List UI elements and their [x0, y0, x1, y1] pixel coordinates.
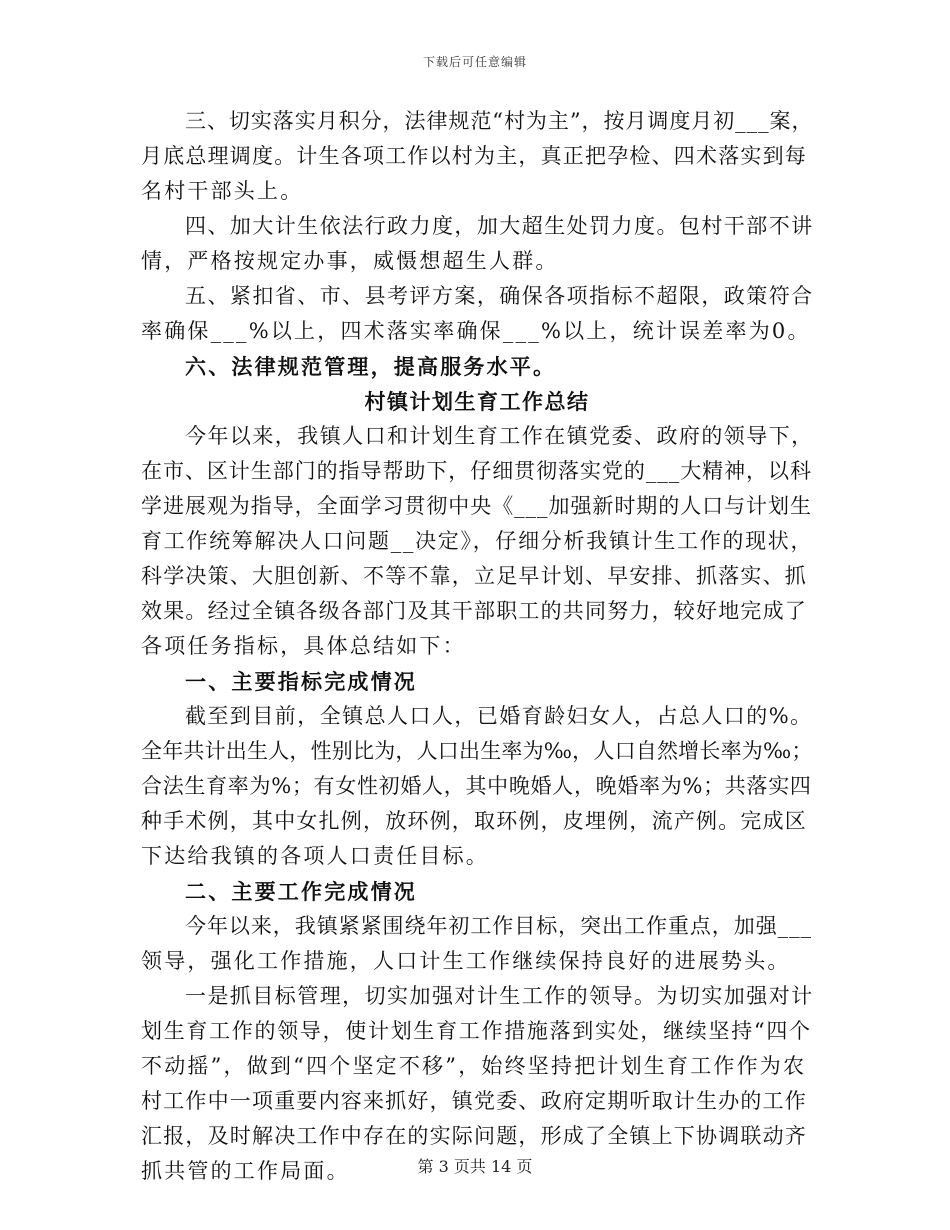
text-line: 效果。经过全镇各级各部门及其干部职工的共同努力，较好地完成了	[141, 599, 807, 623]
document-body	[141, 104, 813, 1189]
text-line: 全年共计出生人，性别比为，人口出生率为‰，人口自然增长率为‰；	[141, 739, 813, 763]
text-line: 各项任务指标，具体总结如下：	[141, 634, 466, 658]
text-line: 情，严格按规定办事，威慑想超生人群。	[141, 249, 559, 273]
text-line: 种手术例，其中女扎例，放环例，取环例，皮埋例，流产例。完成区	[141, 809, 807, 833]
text-line: 村工作中一项重要内容来抓好，镇党委、政府定期听取计生办的工作	[141, 1089, 807, 1113]
document-title: 村镇计划生育工作总结	[364, 389, 590, 414]
text-line: 学进展观为指导，全面学习贯彻中央《___加强新时期的人口与计划生	[141, 494, 812, 518]
text-line: 率确保___%以上，四术落实率确保___%以上，统计误差率为0。	[141, 319, 811, 343]
text-line: 合法生育率为%；有女性初婚人，其中晚婚人，晚婚率为%；共落实四	[141, 774, 812, 798]
text-line: 名村干部头上。	[141, 179, 304, 203]
text-line: 四、加大计生依法行政力度，加大超生处罚力度。包村干部不讲	[185, 214, 814, 238]
text-line: 在市、区计生部门的指导帮助下，仔细贯彻落实党的___大精神，以科	[141, 459, 812, 483]
page-footer: 第 3 页共 14 页	[417, 1157, 533, 1176]
text-line: 月底总理调度。计生各项工作以村为主，真正把孕检、四术落实到每	[141, 144, 807, 168]
text-line: 科学决策、大胆创新、不等不靠，立足早计划、早安排、抓落实、抓	[141, 564, 807, 588]
page-header: 下载后可任意编辑	[422, 55, 527, 69]
section-heading-line: 一、主要指标完成情况	[185, 669, 417, 694]
text-line: 抓共管的工作局面。	[141, 1159, 350, 1183]
text-line: 不动摇”，做到“四个坚定不移”，始终坚持把计划生育工作作为农	[141, 1054, 807, 1078]
text-line: 领导，强化工作措施，人口计生工作继续保持良好的进展势头。	[141, 949, 791, 973]
text-line: 育工作统筹解决人口问题__决定》，仔细分析我镇计生工作的现状，	[141, 529, 814, 553]
text-line: 汇报，及时解决工作中存在的实际问题，形成了全镇上下协调联动齐	[141, 1124, 807, 1148]
text-line: 三、切实落实月积分，法律规范“村为主”，按月调度月初___案，	[185, 109, 814, 133]
text-line: 今年以来，我镇人口和计划生育工作在镇党委、政府的领导下，	[185, 424, 814, 448]
text-line: 五、紧扣省、市、县考评方案，确保各项指标不超限，政策符合	[185, 284, 814, 308]
text-line: 下达给我镇的各项人口责任目标。	[141, 844, 489, 868]
section-heading-line: 六、法律规范管理，提高服务水平。	[185, 354, 557, 379]
text-line: 划生育工作的领导，使计划生育工作措施落到实处，继续坚持“四个	[141, 1019, 812, 1043]
text-line: 截至到目前，全镇总人口人，已婚育龄妇女人，占总人口的%。	[185, 704, 813, 728]
text-line: 一是抓目标管理，切实加强对计生工作的领导。为切实加强对计	[185, 984, 814, 1008]
section-heading-line: 二、主要工作完成情况	[185, 879, 417, 904]
text-line: 今年以来，我镇紧紧围绕年初工作目标，突出工作重点，加强___	[185, 914, 812, 938]
